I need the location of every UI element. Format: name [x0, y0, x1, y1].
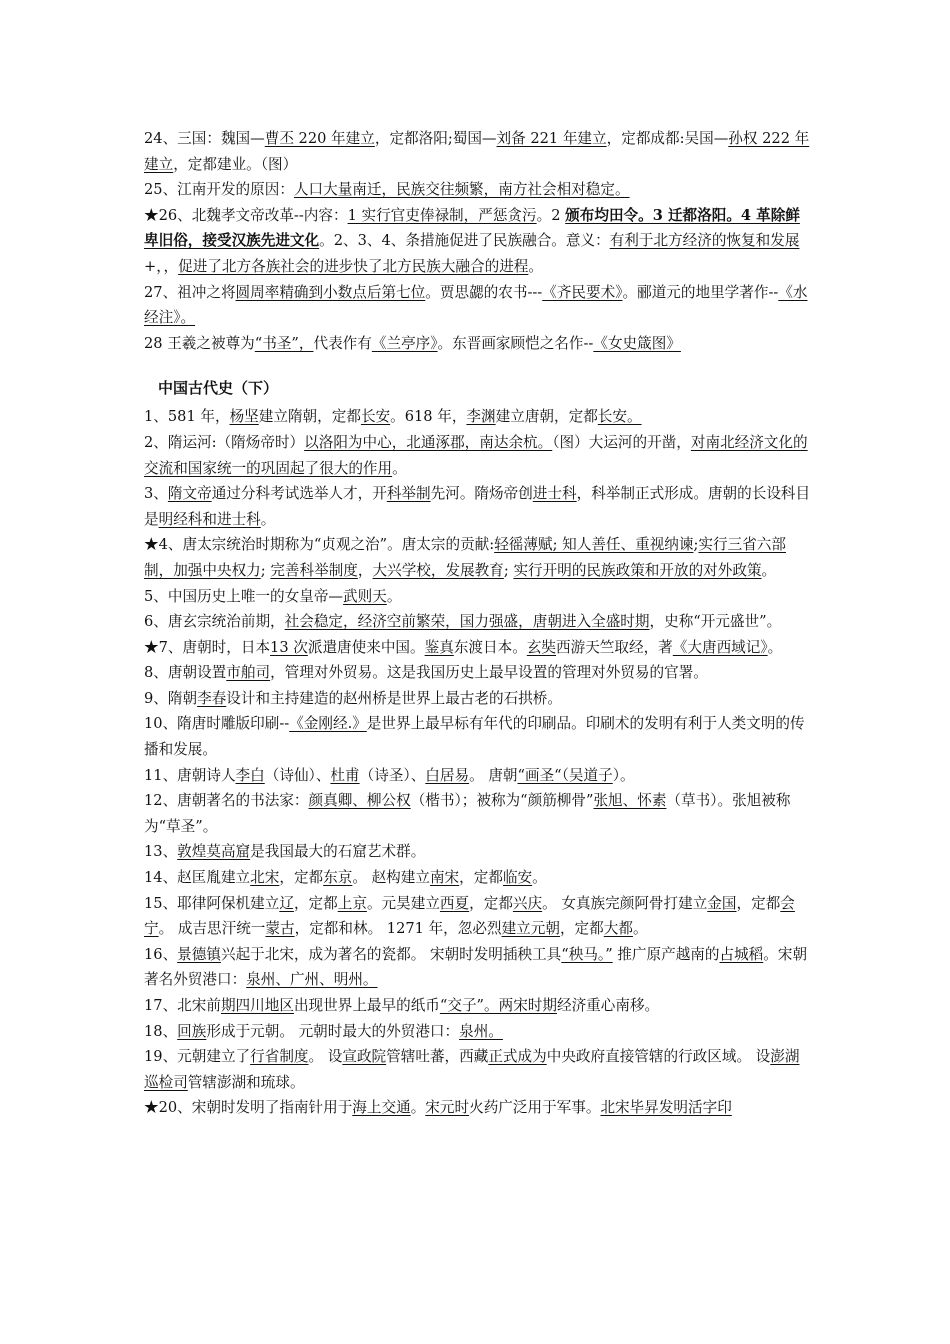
item-17 [144, 993, 814, 1019]
text: 14、赵匡胤建立 [144, 869, 251, 887]
text: 18、 [144, 1022, 178, 1040]
text: 。 [767, 638, 783, 656]
text: 管辖吐蕃，西藏 [386, 1048, 489, 1066]
underlined-text: 李渊 [466, 408, 496, 426]
underlined-text: 鉴真 [424, 638, 454, 656]
text: ）。 [612, 766, 635, 784]
underlined-text: 长安 [360, 408, 391, 426]
underlined-text: 人口大量南迁，民族交往频繁，南方社会相对稳定。 [293, 181, 630, 199]
text: （诗圣）、 [359, 766, 426, 784]
item-7 [144, 635, 814, 661]
text: 24、三国：魏国— [144, 130, 265, 147]
text: 。 设 [308, 1048, 343, 1066]
underlined-text: 《兰亭序》 [371, 334, 438, 352]
underlined-text: 北宋 [250, 869, 280, 887]
underlined-text: 西夏 [439, 894, 470, 912]
text: ★7、唐朝时，日本 [144, 638, 271, 656]
text: 10、隋唐时雕版印刷-- [144, 715, 290, 733]
underlined-text: 曹丕 220 年建立 [264, 130, 375, 147]
text: 。 赵构建立 [352, 869, 430, 887]
item-25 [144, 177, 814, 203]
underlined-text: “交子”。两宋时期 [439, 997, 557, 1014]
underlined-text: 武则天 [343, 587, 387, 605]
underlined-text: 科举制 [386, 485, 431, 503]
underlined-text: 建立元朝 [501, 920, 560, 938]
text: 15、耶律阿保机建立 [144, 894, 280, 912]
underlined-text: 长安。 [597, 408, 642, 426]
underlined-text: 张旭、怀素 [593, 792, 667, 810]
underlined-text: 金国 [707, 894, 737, 912]
text: 。宋朝著名外贸港口： [144, 945, 808, 989]
underlined-text: 轻徭薄赋; 知人善任、重视纳谏 [494, 536, 694, 554]
text: ★4、唐太宗统治时期称为“贞观之治”。唐太宗的贡献: [144, 536, 495, 554]
underlined-text: 孙权 222 年建立 [144, 130, 810, 173]
underlined-text: 宣政院 [342, 1048, 387, 1066]
text: 27、祖冲之将 [144, 283, 236, 301]
text: ★20、宋朝时发明了指南针用于 [144, 1099, 353, 1117]
text: （图）大运河的开凿， [552, 433, 691, 451]
text: ; [260, 561, 271, 579]
underlined-text: 刘备 221 年建立 [496, 130, 607, 147]
text: 先河。隋炀帝创 [430, 485, 533, 503]
underlined-text: 《齐民要术》 [542, 283, 623, 301]
underlined-text: 《水经注》。 [144, 283, 808, 327]
underlined-text: 促进了北方各族社会的进步快了北方民族大融合的进程 [178, 257, 529, 275]
underlined-text: 蒙古 [265, 920, 295, 938]
text: 19、元朝建立了 [144, 1048, 251, 1066]
underlined-text: 大都 [603, 920, 633, 938]
item-18 [144, 1019, 814, 1045]
underlined-text: 实行三省六部制，加强中央权力 [144, 536, 786, 579]
text: ，定都成都:吴国— [606, 130, 729, 147]
text: 是我国最大的石窟艺术群。 [250, 843, 426, 861]
section-heading: 中国古代史（下） [158, 379, 279, 398]
text: 。 [632, 920, 648, 938]
underlined-text: 李白 [235, 766, 265, 784]
underlined-text: “秧马。” [561, 945, 613, 963]
text: 1、581 年， [144, 408, 230, 426]
text: 形成于元朝。 元朝时最大的外贸港口： [206, 1022, 460, 1040]
text: ，定都 [469, 894, 513, 912]
item-4 [144, 532, 814, 583]
underlined-text: 回族 [177, 1022, 207, 1040]
text: 17、北宋前 [144, 997, 221, 1014]
text: ，定都 [559, 920, 604, 938]
text: +，， [144, 257, 179, 275]
item-15 [144, 891, 814, 942]
underlined-text: 完善科举制度 [270, 561, 358, 579]
text: 8、唐朝设置 [144, 664, 227, 682]
text: ★26、北魏孝文帝改革--内容： [144, 206, 348, 224]
underlined-text: 会宁 [144, 894, 795, 938]
text: 2、隋运河:（隋炀帝时） [144, 433, 305, 451]
item-27 [144, 280, 814, 331]
underlined-text: 北宋毕昇发明活字印 [600, 1099, 732, 1117]
underlined-text: 颜真卿、柳公权 [308, 792, 411, 810]
text: 西游天竺取经，著 [556, 638, 673, 656]
underlined-text: 临安 [502, 869, 533, 887]
underlined-text: 圆周率精确到小数点后第七位 [235, 283, 426, 301]
text: 通过分科考试选举人才，开 [211, 485, 387, 503]
text: 。 [260, 510, 276, 528]
text: 建立隋朝，定都 [258, 408, 361, 426]
text: ，史称“开元盛世”。 [649, 613, 782, 631]
item-2 [144, 430, 814, 481]
underlined-text: 正式成为 [488, 1048, 547, 1066]
item-8 [144, 660, 814, 686]
text: 。 [410, 1099, 426, 1117]
text: ，定都 [293, 894, 338, 912]
underlined-text: 对南北经济文化的交流和国家统一的巩固起了很大的作用 [144, 433, 808, 477]
underlined-text: 李春 [197, 689, 227, 707]
text: ，定都 [459, 869, 503, 887]
underlined-text: 南宋 [429, 869, 460, 887]
item-20 [144, 1095, 814, 1121]
underlined-text: 社会稳定，经济空前繁荣，国力强盛，唐朝进入全盛时期 [284, 613, 650, 631]
item-14 [144, 865, 814, 891]
text: 。2 [536, 206, 566, 224]
underlined-text: 上京 [337, 894, 367, 912]
underlined-text: 白居易 [425, 766, 470, 784]
underlined-text: 杨坚 [229, 408, 259, 426]
underlined-text: 行省制度 [250, 1048, 309, 1066]
text: 。2、3、4、条措施促进了民族融合。意义： [319, 232, 610, 250]
underlined-text: 隋文帝 [167, 485, 212, 503]
underlined-text: 兴庆 [512, 894, 543, 912]
underlined-text: 《大唐西域记》 [672, 638, 768, 656]
text: 推广原产越南的 [612, 945, 720, 963]
underlined-text: 敦煌莫高窟 [177, 843, 251, 861]
text: 。 [761, 561, 777, 579]
text: 设计和主持建造的赵州桥是世界上最古老的石拱桥。 [226, 689, 562, 707]
text: 。 [528, 257, 543, 275]
text: ，定都洛阳;蜀国— [374, 130, 497, 147]
text: 。 [392, 459, 407, 477]
text: 建立唐朝，定都 [495, 408, 598, 426]
item-3 [144, 481, 814, 532]
item-11 [144, 763, 814, 789]
text: 6、唐玄宗统治前期， [144, 613, 285, 631]
text: ，定都和林。 1271 年，忽必烈 [294, 920, 502, 938]
text: 28 王羲之被尊为 [144, 334, 255, 352]
underlined-text: 泉州、广州、明州。 [246, 971, 378, 989]
text: 5、中国历史上唯一的女皇帝— [144, 587, 344, 605]
underlined-text: “书圣”， [254, 334, 314, 352]
text: ，管理对外贸易。这是我国历史上最早设置的管理对外贸易的官署。 [270, 664, 708, 682]
item-10 [144, 711, 814, 762]
text: 。618 年， [390, 408, 467, 426]
bold-underlined-text: 颁布均田令。3 迁都洛阳。4 革除鲜卑旧俗，接受汉族先进文化 [144, 206, 800, 250]
item-24 [144, 126, 814, 177]
underlined-text: 景德镇 [177, 945, 221, 963]
text: ， [357, 561, 373, 579]
text: 13、 [144, 843, 178, 861]
underlined-text: 海上交通 [352, 1099, 411, 1117]
text: 代表作有 [313, 334, 372, 352]
underlined-text: 泉州。 [459, 1022, 503, 1040]
text: ; [693, 536, 699, 554]
underlined-text: 以洛阳为中心，北通涿郡，南达余杭。 [304, 433, 553, 451]
underlined-text: 市舶司 [226, 664, 271, 682]
underlined-text: 《女史箴图》 [593, 334, 681, 352]
underlined-text: 东京 [323, 869, 353, 887]
text: 。 [386, 587, 402, 605]
text: （诗仙）、 [264, 766, 331, 784]
underlined-text: 玄奘 [526, 638, 557, 656]
underlined-text: 宋元时 [425, 1099, 470, 1117]
text: 25、江南开发的原因： [144, 181, 294, 199]
item-19 [144, 1044, 814, 1095]
underlined-text: 期四川地区 [220, 997, 294, 1014]
text: 9、隋朝 [144, 689, 198, 707]
text: 12、唐朝著名的书法家： [144, 792, 309, 810]
text: 管辖澎湖和琉球。 [187, 1073, 305, 1091]
underlined-text: 明经科和进士科 [158, 510, 261, 528]
text: 。贾思勰的农书--- [425, 283, 543, 301]
text: 11、唐朝诗人 [144, 766, 236, 784]
text: 经济重心南移。 [556, 997, 660, 1014]
underlined-text: 实行开明的民族政策和开放的对外政策 [513, 561, 762, 579]
item-6 [144, 609, 814, 635]
text: 东渡日本。 [453, 638, 527, 656]
text: 中央政府直接管辖的行政区域。 设 [546, 1048, 771, 1066]
text: 是世界上最早标有年代的印刷品。印刷术的发明有利于人类文明的传播和发展。 [144, 715, 805, 759]
text: 派遣唐使来中国。 [307, 638, 425, 656]
underlined-text: 大兴学校，发展教育 [372, 561, 504, 579]
text: ，定都 [279, 869, 324, 887]
text: ; [503, 561, 514, 579]
text: ，科举制正式形成。唐朝的长设科目是 [144, 485, 811, 528]
underlined-text: “画圣“（吴道子 [517, 766, 613, 784]
text: 兴起于北宋，成为著名的瓷都。 宋朝时发明插秧工具 [220, 945, 562, 963]
item-1 [144, 404, 814, 430]
text: 。元昊建立 [366, 894, 440, 912]
item-28 [144, 331, 814, 357]
document-body [144, 126, 814, 1121]
text: 。 [532, 869, 547, 887]
item-13 [144, 839, 814, 865]
text: 。郦道元的地里学著作-- [622, 283, 779, 301]
item-12 [144, 788, 814, 839]
text: 。 女真族完颜阿骨打建立 [542, 894, 708, 912]
text: （草书）。张旭被称为“草圣”。 [144, 792, 791, 835]
text: 16、 [144, 945, 178, 963]
item-16 [144, 942, 814, 993]
text: 。 成吉思汗统一 [158, 920, 266, 938]
item-26 [144, 203, 814, 280]
text: ，定都建业。（图） [173, 155, 298, 173]
underlined-text: 辽 [279, 894, 294, 912]
text: （楷书）；被称为“颜筋柳骨” [410, 792, 594, 810]
text: 火药广泛用于军事。 [469, 1099, 601, 1117]
item-5 [144, 584, 814, 610]
text: 。 唐朝 [469, 766, 518, 784]
underlined-text: 杜甫 [330, 766, 360, 784]
text: 。东晋画家顾恺之名作-- [437, 334, 594, 352]
underlined-text: 澎湖巡检司 [144, 1048, 800, 1091]
text: 出现世界上最早的纸币 [293, 997, 440, 1014]
underlined-text: 有利于北方经济的恢复和发展 [609, 232, 800, 250]
underlined-text: 1 实行官吏俸禄制，严惩贪污 [347, 206, 537, 224]
item-9 [144, 686, 814, 712]
underlined-text: 进士科 [532, 485, 577, 503]
underlined-text: 13 次 [270, 638, 308, 656]
underlined-text: 《金刚经.》 [289, 715, 367, 733]
underlined-text: 占城稻 [719, 945, 764, 963]
text: ，定都 [736, 894, 781, 912]
text: 3、 [144, 485, 168, 503]
